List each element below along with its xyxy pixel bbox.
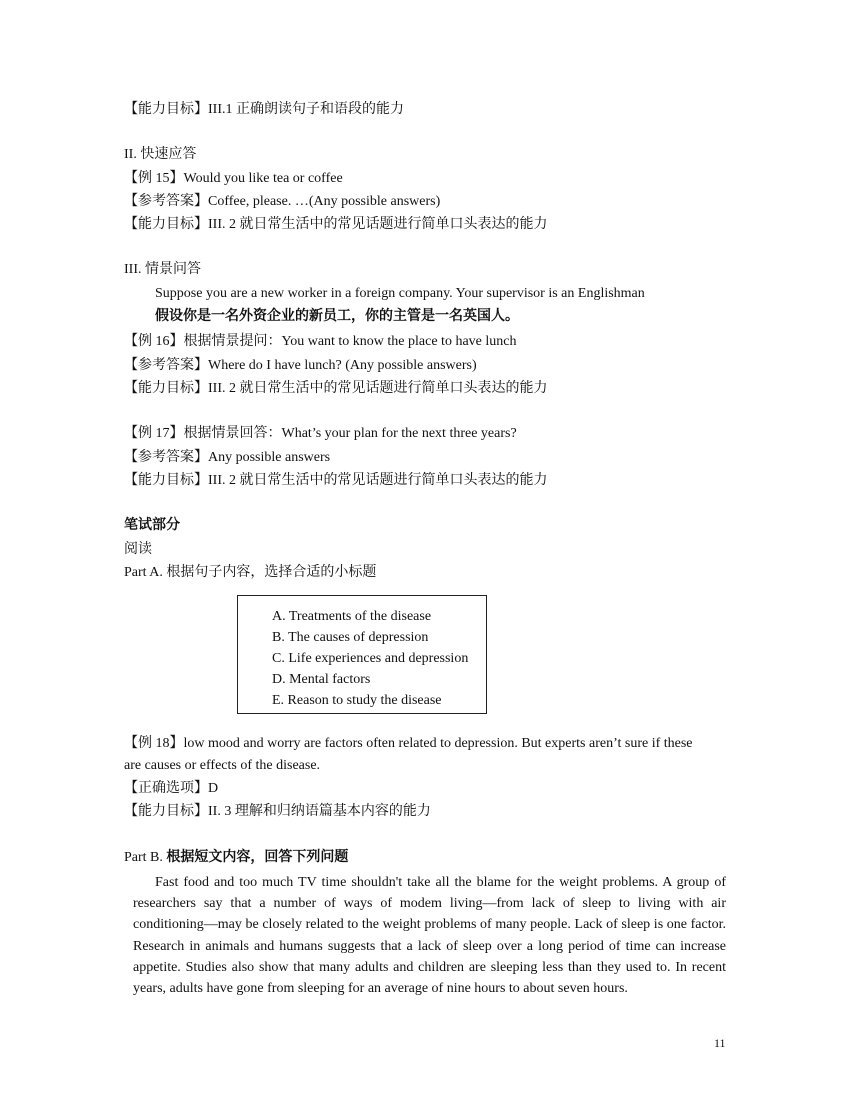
example-18: 【例 18】low mood and worry are factors often related to depression. But experts aren’t sure if these: [124, 736, 693, 751]
ability-target-line: 【能力目标】III. 2 就日常生活中的常见话题进行简单口头表达的能力: [124, 381, 548, 396]
example-15: 【例 15】Would you like tea or coffee: [124, 171, 343, 186]
ability-target-line: 【能力目标】III.1 正确朗读句子和语段的能力: [124, 102, 404, 117]
scenario-english: Suppose you are a new worker in a foreign company. Your supervisor is an Englishman: [155, 286, 645, 301]
part-a-heading: Part A. 根据句子内容，选择合适的小标题: [124, 565, 377, 580]
section-heading-situational-qa: III. 情景问答: [124, 262, 201, 277]
example-18-continued: are causes or effects of the disease.: [124, 758, 321, 773]
option-b: B. The causes of depression: [272, 630, 429, 645]
option-e: E. Reason to study the disease: [272, 693, 442, 708]
correct-option: 【正确选项】D: [124, 781, 219, 796]
ability-target-line: 【能力目标】III. 2 就日常生活中的常见话题进行简单口头表达的能力: [124, 473, 548, 488]
reference-answer: 【参考答案】Where do I have lunch? (Any possible answers): [124, 358, 477, 373]
options-box: [237, 595, 487, 714]
example-16: 【例 16】根据情景提问：You want to know the place to have lunch: [124, 334, 517, 349]
option-c: C. Life experiences and depression: [272, 651, 469, 666]
part-b-label: Part B.: [124, 850, 167, 865]
reading-heading: 阅读: [124, 542, 152, 557]
section-heading-quick-response: II. 快速应答: [124, 147, 197, 162]
reference-answer: 【参考答案】Coffee, please. …(Any possible answers): [124, 194, 441, 209]
example-17: 【例 17】根据情景回答：What’s your plan for the next three years?: [124, 426, 517, 441]
option-a: A. Treatments of the disease: [272, 609, 432, 624]
ability-target-line: 【能力目标】II. 3 理解和归纳语篇基本内容的能力: [124, 804, 431, 819]
part-b-heading: [124, 849, 348, 867]
ability-target-line: 【能力目标】III. 2 就日常生活中的常见话题进行简单口头表达的能力: [124, 217, 548, 232]
reference-answer: 【参考答案】Any possible answers: [124, 450, 331, 465]
option-d: D. Mental factors: [272, 672, 371, 687]
page-number: 11: [714, 1036, 726, 1050]
written-section-heading: 笔试部分: [124, 518, 180, 533]
part-b-instruction: 根据短文内容，回答下列问题: [166, 850, 349, 865]
reading-passage: Fast food and too much TV time shouldn't take all the blame for the weight problems. A group of researchers say that a number of ways of modem living—from lack of sleep to living with air conditioning—may be closely related to the weight problems of many people. Lack of sleep is one factor. Research in animals and humans suggests that a lack of sleep over a long period of time can increase appetite. Studies also show that many adults and children are sleeping less than they used to. In recent years, adults have gone from sleeping for an average of nine hours to about seven hours.: [133, 875, 726, 997]
scenario-chinese: 假设你是一名外资企业的新员工，你的主管是一名英国人。: [155, 309, 519, 324]
